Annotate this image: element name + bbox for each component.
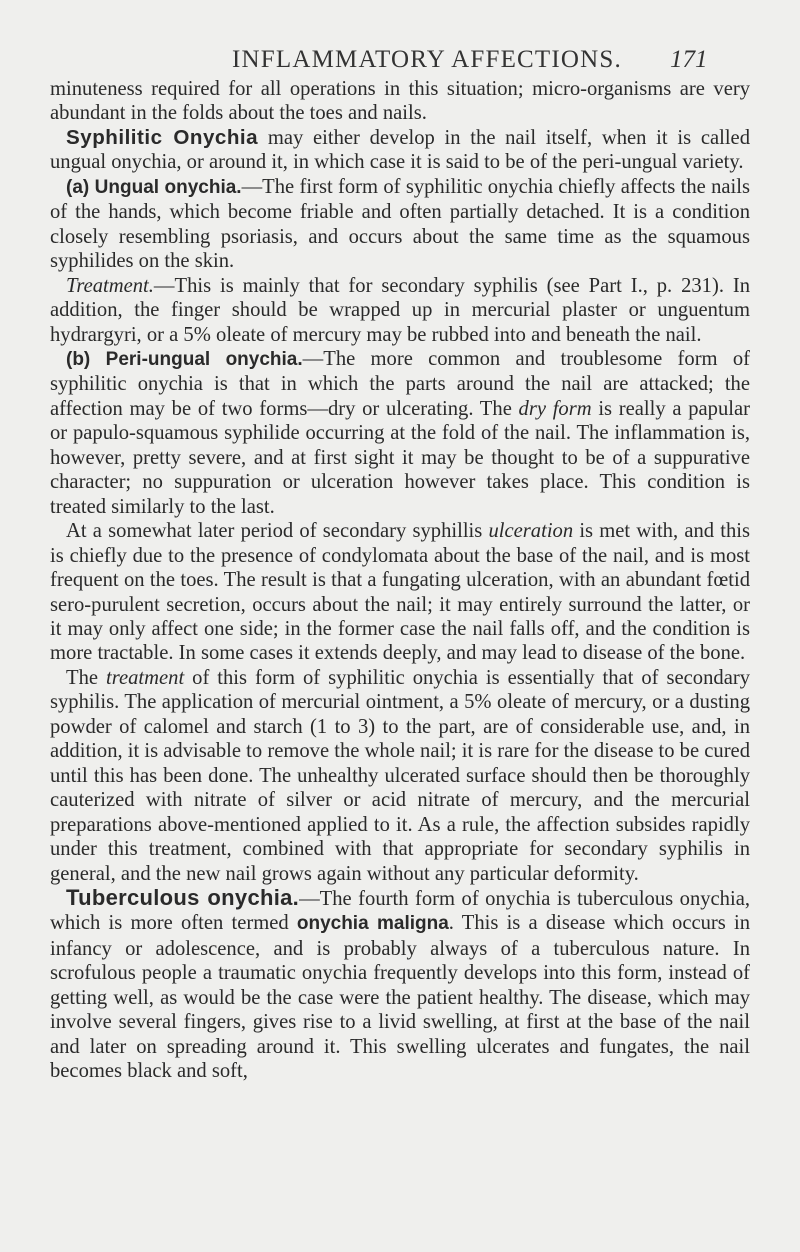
section-heading: Syphilitic Onychia: [66, 125, 259, 149]
italic-term: treatment: [106, 666, 185, 689]
section-heading: Tuberculous onychia.: [66, 884, 300, 910]
paragraph-text: of this form of syphilitic onychia is essentially that of secondary syphilis. The application of mercurial ointment, a 5% oleate of mercury, or a dusting powder of calomel and starch (1 to 3) to the part, are of considerable use, and, in addition, it is advisable to remove the whole nail; it is rare for the disease to be cured until this has been done. The unhealthy ulcerated surface should then be thoroughly cauterized with nitrate of silver or acid nitrate of mercury, and the mercurial preparations above-mentioned applied to it. As a rule, the affection subsides rapidly under this treatment, combined with that appropriate for secondary syphilis in general, and the new nail grows again without any particular deformity.: [50, 666, 750, 885]
paragraph-ungual-onychia: [50, 175, 750, 274]
paragraph-treatment: [50, 274, 750, 347]
paragraph-text: . This is a disease which occurs in infancy or adolescence, and is probably always of a tuberculous nature. In scrofulous people a traumatic onychia frequently develops into this form, instead of getting well, as would be the case were the patient healthy. The disease, which may involve several fingers, gives rise to a livid swelling, at first at the base of the nail and later on spreading around it. This swelling ulcerates and fungates, the nail becomes black and soft,: [50, 912, 751, 1083]
paragraph-tuberculous-onychia: [50, 886, 750, 1084]
page-number: 171: [670, 46, 708, 73]
paragraph-continuation: [50, 77, 750, 126]
italic-lead: Treatment.: [66, 274, 154, 297]
paragraph-text: The: [66, 666, 106, 689]
italic-term: dry form: [518, 397, 592, 420]
page-header: [0, 46, 800, 76]
page-body: [50, 77, 750, 1084]
paragraph-text: is met with, and this is chiefly due to the presence of condylomata about the base of the nail, and is most frequent on the toes. The result is that a fungating ulceration, with an abundant fœtid sero-purulent secretion, occurs about the nail; it may entirely surround the latter, or it may only affect one side; in the former case the nail falls off, and the condition is more tractable. In some cases it extends deeply, and may lead to disease of the bone.: [50, 520, 751, 665]
paragraph-text: is really a papular or papulo-squamous syphilide occurring at the fold of the nail. The inflammation is, however, pretty severe, and at first sight it may be thought to be of a suppurative character; no suppuration or ulceration however takes place. This condition is treated similarly to the last.: [50, 397, 750, 518]
paragraph-syphilitic-onychia: [50, 126, 750, 175]
paragraph-text: —The first form of syphilitic onychia chiefly affects the nails of the hands, which become friable and often partially detached. It is a condition closely resembling psoriasis, and occurs about the same time as the squamous syphilides on the skin.: [50, 175, 750, 273]
paragraph-text: —The more common and troublesome form of syphilitic onychia is that in which the parts around the nail are attacked; the affection may be of two forms—dry or ulcerating. The: [50, 347, 750, 420]
paragraph-text: may either develop in the nail itself, when it is called ungual onychia, or around it, in which case it is said to be of the peri-ungual variety.: [50, 126, 750, 174]
paragraph-text: —This is mainly that for secondary syphilis (see Part I., p. 231). In addition, the finger should be wrapped up in mercurial plaster or unguentum hydrargyri, or a 5% oleate of mercury may be rubbed into and beneath the nail.: [50, 274, 750, 346]
paragraph-text: minuteness required for all operations in this situation; micro-organisms are very abundant in the folds about the toes and nails.: [50, 78, 750, 125]
paragraph-text: At a somewhat later period of secondary syphillis: [66, 520, 489, 543]
paragraph-text: —The fourth form of onychia is tuberculous onychia, which is more often termed: [50, 887, 750, 935]
subsection-heading: (a) Ungual onychia.: [66, 176, 242, 198]
paragraph-ulceration: [50, 519, 750, 666]
paragraph-treatment-ulcerating: [50, 666, 750, 886]
italic-term: ulceration: [488, 520, 574, 543]
bold-term: onychia maligna: [296, 913, 449, 935]
paragraph-peri-ungual-onychia: [50, 347, 750, 519]
subsection-heading: (b) Peri-ungual onychia.: [66, 348, 303, 370]
running-head: INFLAMMATORY AFFECTIONS.: [232, 46, 622, 73]
